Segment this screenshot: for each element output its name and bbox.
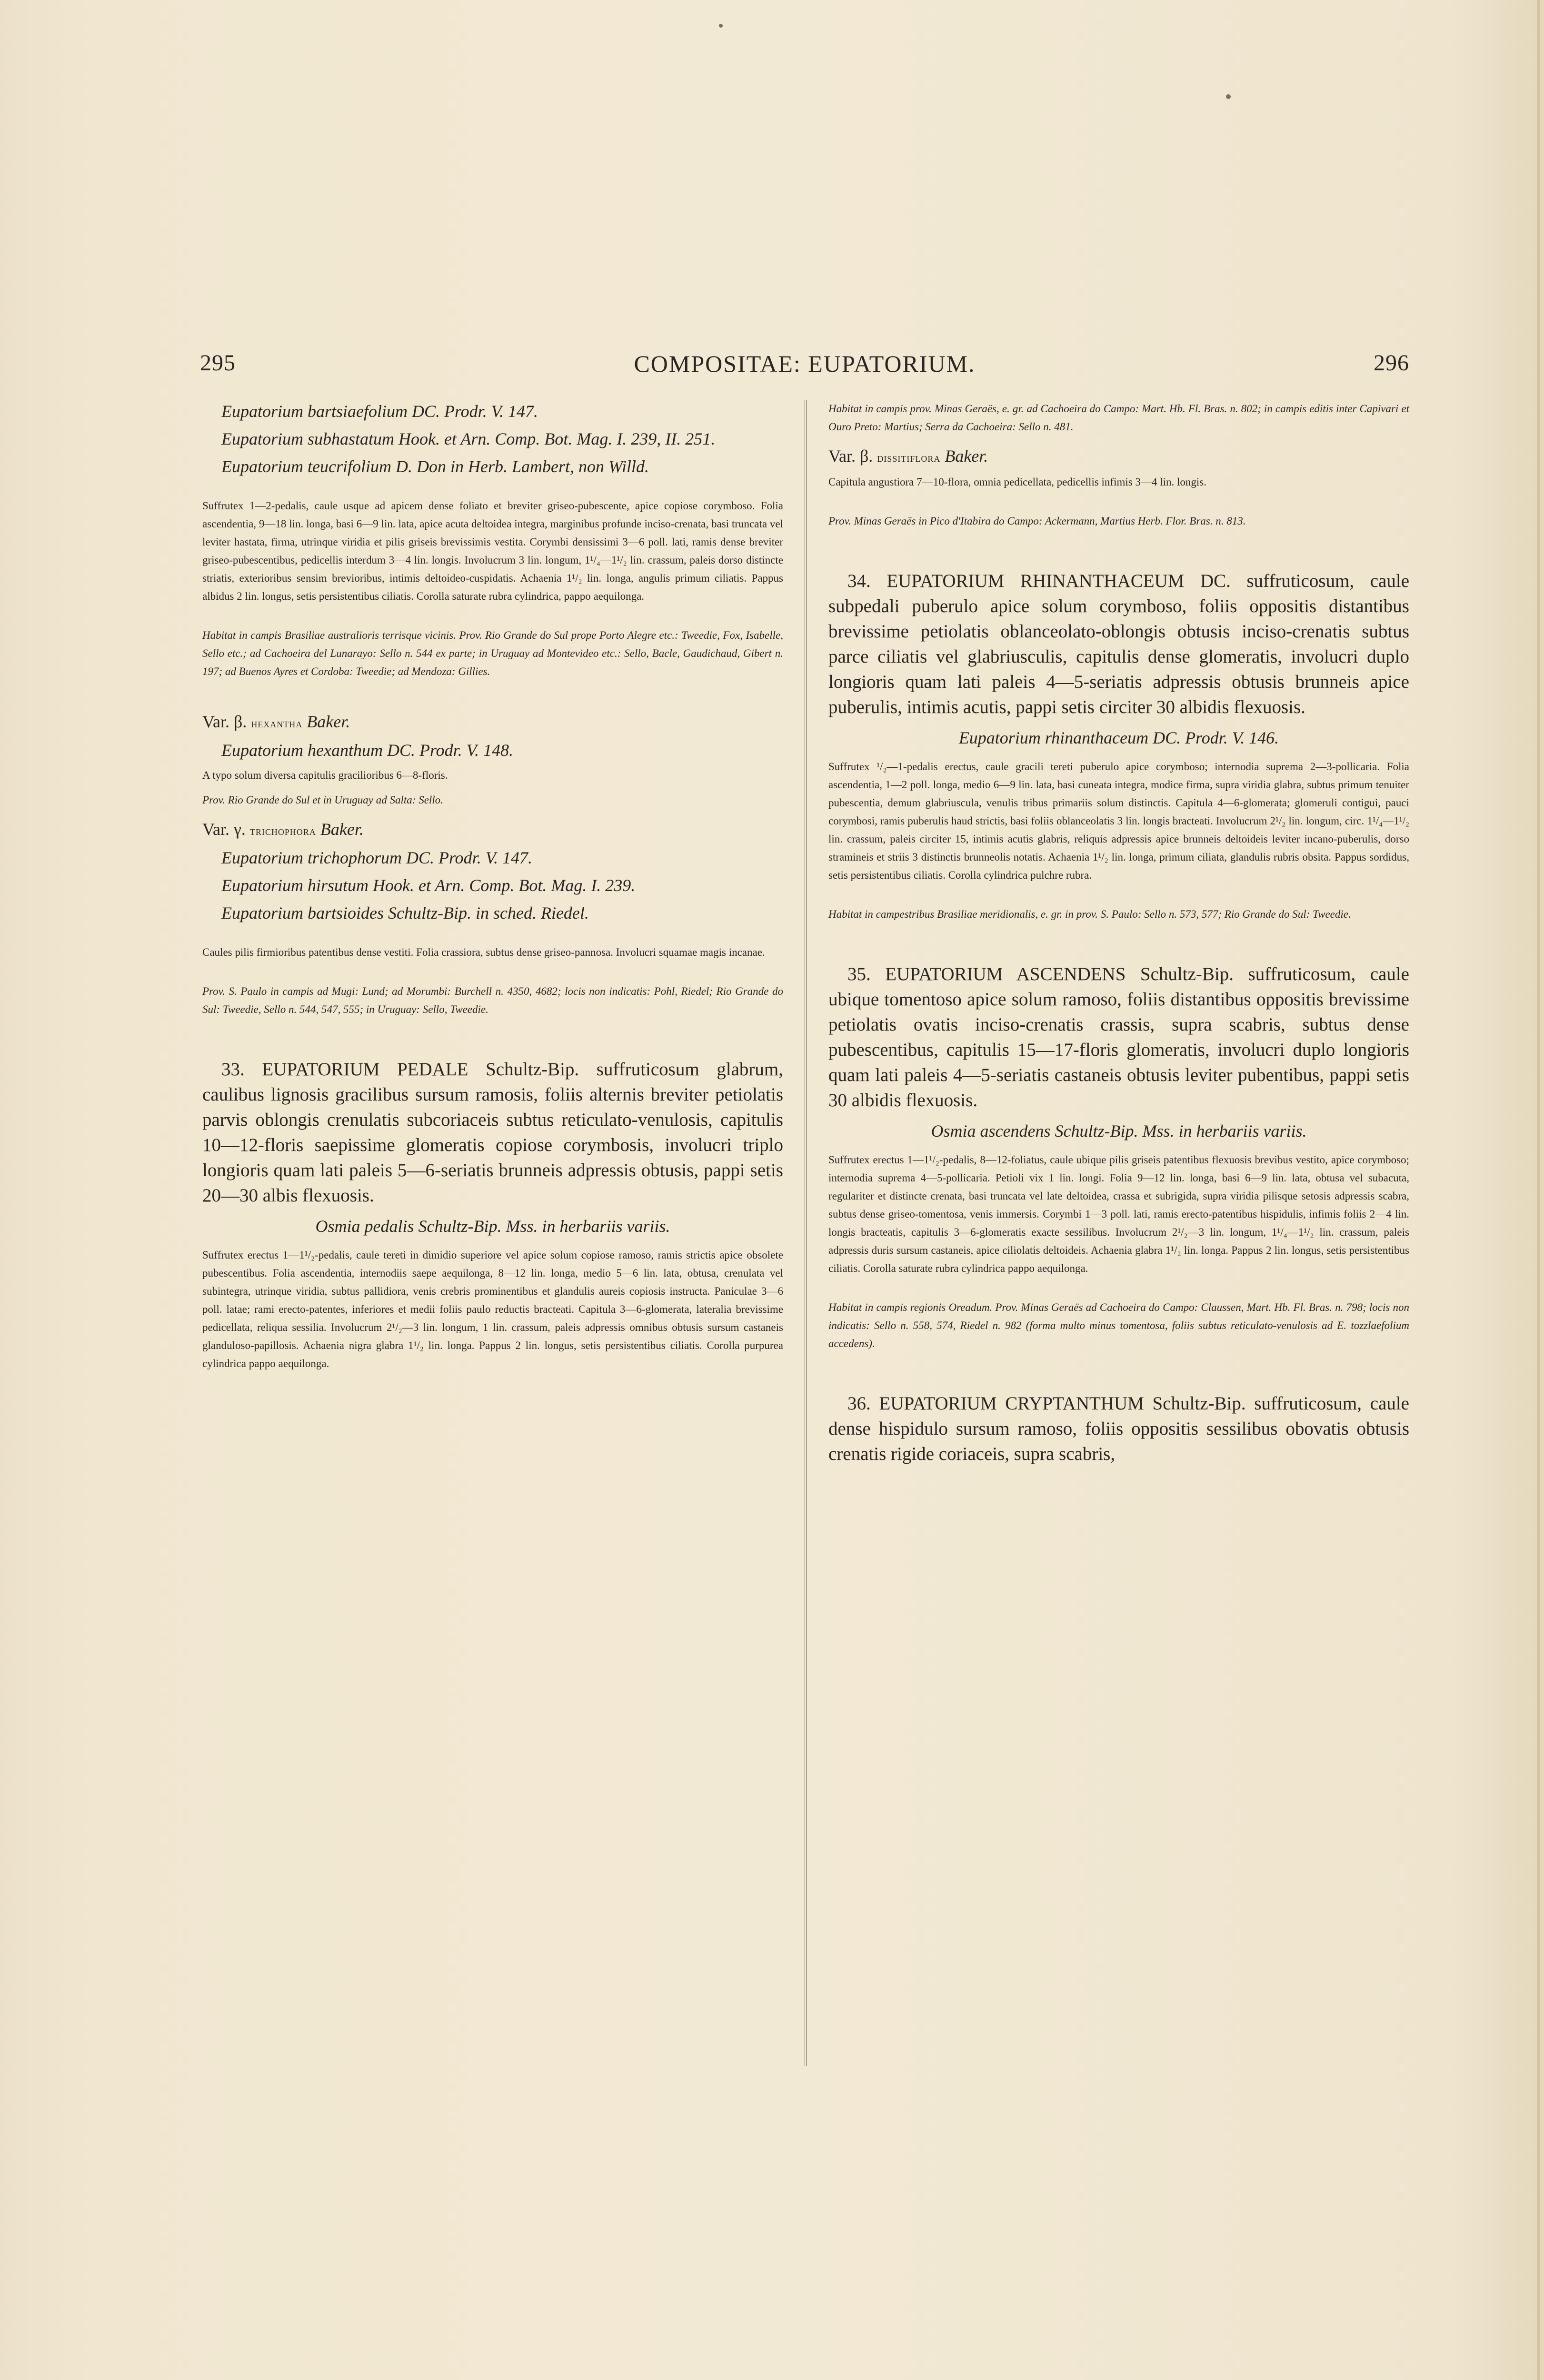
habitat: Habitat in campis regionis Oreadum. Prov. Minas Geraës ad Cachoeira do Campo: Claussen, Mart. Hb. Fl. Bras. n. 798; locis non indicatis: Sello n. 558, 574, Riedel n. 982 (forma multo minus tomentosa, foliis subtus reticulato-venulosis ad E. tozzlaefolium accedens). bbox=[828, 1301, 1409, 1349]
speck-mark bbox=[1226, 94, 1231, 99]
synonym: Eupatorium bartsiaefolium DC. Prodr. V. 147. bbox=[221, 402, 538, 421]
synonym: Eupatorium trichophorum DC. Prodr. V. 147. bbox=[221, 848, 533, 867]
habitat: Prov. S. Paulo in campis ad Mugi: Lund; ad Morumbi: Burchell n. 4350, 4682; locis non indicatis: Pohl, Riedel; Rio Grande do Sul: Tweedie, Sello n. 544, 547, 555; in Uruguay: Sello, Tweedie. bbox=[202, 985, 783, 1015]
species-entry: 36. EUPATORIUM CRYPTANTHUM Schultz-Bip. suffruticosum, caule dense hispidulo sursum ramoso, foliis oppositis sessilibus obovatis obtusis crenatis rigide coriaceis, supra scabris, bbox=[828, 1393, 1409, 1464]
running-title: COMPOSITAE: EUPATORIUM. bbox=[634, 350, 976, 377]
description: Suffrutex erectus 1—1¹/₂-pedalis, 8—12-foliatus, caule ubique pilis griseis patentibus flexuosis brevibus vestito, apice corymboso; internodia suprema 4—5-pollicaria. Petioli vix 1 lin. longi. Folia 9—12 lin. longa, basi 6—9 lin. lata, obtusa vel subacuta, regulariter et distincte crenata, basi truncata vel late deltoidea, crassa et subrigida, supra viridia pilisque setosis adpressis scabra, subtus dense griseo-tomentosa, venis immersis. Corymbi 1—3 poll. lati, ramis erecto-patentibus hispidulis, infimis foliis 2—4 lin. longis bracteatis, capitulis 3—6-glomeratis exacte sessilibus. Involucrum 2¹/₂—3 lin. longum, 1¹/₄—1¹/₂ lin. crassum, paleis adpressis duris sursum castaneis, apice ciliolatis deltoideis. Achaenia glabra 1¹/₂ lin. longa. Pappus 2 lin. longus, setis persistentibus ciliatis. Corolla saturate rubra cylindrica pappo aequilonga. bbox=[828, 1154, 1409, 1274]
page-edge bbox=[1537, 0, 1540, 2380]
left-column bbox=[202, 400, 783, 1379]
synonym: Eupatorium rhinanthaceum DC. Prodr. V. 146. bbox=[958, 728, 1279, 747]
description: Capitula angustiora 7—10-flora, omnia pedicellata, pedicellis infimis 3—4 lin. longis. bbox=[828, 476, 1206, 488]
page-number-right: 296 bbox=[1374, 350, 1409, 376]
synonym: Eupatorium teucrifolium D. Don in Herb. Lambert, non Willd. bbox=[221, 457, 649, 476]
variety-heading: Var. β. hexantha Baker. bbox=[202, 712, 350, 731]
column-divider bbox=[805, 400, 807, 2066]
description: Suffrutex 1—2-pedalis, caule usque ad apicem dense foliato et breviter griseo-pubescente, apice copiose corymboso. Folia ascendentia, 9—18 lin. longa, basi 6—9 lin. lata, apice acuta deltoidea integra, marginibus profunde inciso-crenata, basi truncata vel leviter hastata, firma, utrinque viridia et pilis griseis brevissimis vestita. Corymbi densissimi 3—6 poll. lati, ramis dense breviter griseo-pubescentibus, pedicellis interdum 3—4 lin. longis. Involucrum 3 lin. longum, 1¹/₄—1¹/₂ lin. crassum, paleis dorso distincte striatis, exterioribus sensim brevioribus, intimis deltoideo-cuspidatis. Achaenia 1¹/₂ lin. longa, angulis primum ciliatis. Pappus albidus 2 lin. longus, setis persistentibus ciliatis. Corolla saturate rubra cylindrica, pappo aequilonga. bbox=[202, 500, 783, 602]
species-entry: 34. EUPATORIUM RHINANTHACEUM DC. suffruticosum, caule subpedali puberulo apice solum corymboso, foliis oppositis distantibus brevissime petiolatis oblanceolato-oblongis obtusis inciso-crenatis subtus parce ciliatis vel glabriusculis, capitulis dense glomeratis, involucri duplo longioris quam lati paleis 4—5-seriatis adpressis obtusis brunneis apice puberulis, intimis acutis, pappi setis circiter 30 albidis flexuosis. bbox=[828, 571, 1409, 717]
description: Suffrutex erectus 1—1¹/₂-pedalis, caule tereti in dimidio superiore vel apice solum copiose ramoso, ramis strictis apice obsolete pubescentibus. Folia ascendentia, internodiis saepe aequilonga, 8—12 lin. longa, medio 5—6 lin. lata, obtusa, crenulata vel subintegra, utrinque viridia, subtus pallidiora, venis crebris prominentibus et glandulis aureis copiosis instructa. Paniculae 3—6 poll. latae; rami erecto-patentes, inferiores et medii foliis paulo reductis bracteati. Capitula 3—6-glomerata, lateralia brevissime pedicellata, reliqua sessilia. Involucrum 2¹/₂—3 lin. longum, 1 lin. crassum, paleis adpressis omnibus obtusis sursum castaneis glanduloso-papillosis. Achaenia nigra glabra 1¹/₂ lin. longa. Pappus 2 lin. longus, setis persistentibus ciliatis. Corolla purpurea cylindrica pappo aequilonga. bbox=[202, 1249, 783, 1369]
synonym: Osmia ascendens Schultz-Bip. Mss. in herbariis variis. bbox=[931, 1121, 1307, 1140]
speck-mark bbox=[719, 24, 723, 28]
right-column bbox=[828, 400, 1409, 1471]
description: Caules pilis firmioribus patentibus dense vestiti. Folia crassiora, subtus dense griseo-pannosa. Involucri squamae magis incanae. bbox=[202, 946, 765, 958]
habitat: Habitat in campis Brasiliae australioris terrisque vicinis. Prov. Rio Grande do Sul prope Porto Alegre etc.: Tweedie, Fox, Isabelle, Sello etc.; ad Cachoeira del Lunarayo: Sello n. 544 ex parte; in Uruguay ad Montevideo etc.: Sello, Bacle, Gaudichaud, Gibert n. 197; ad Buenos Ayres et Cordoba: Tweedie; ad Mendoza: Gillies. bbox=[202, 629, 783, 677]
synonym: Eupatorium subhastatum Hook. et Arn. Comp. Bot. Mag. I. 239, II. 251. bbox=[221, 429, 716, 448]
running-header bbox=[200, 350, 1409, 383]
variety-heading: Var. β. dissitiflora Baker. bbox=[828, 446, 988, 466]
species-entry: 33. EUPATORIUM PEDALE Schultz-Bip. suffruticosum glabrum, caulibus lignosis gracilibus sursum ramosis, foliis alternis breviter petiolatis parvis oblongis crenulatis subcoriaceis subtus reticulato-venulosis, capitulis 10—12-floris saepissime glomeratis copiose corymbosis, involucri triplo longioris quam lati paleis 5—6-seriatis brunneis adpressis obtusis, pappi setis 20—30 albis flexuosis. bbox=[202, 1059, 783, 1206]
species-entry: 35. EUPATORIUM ASCENDENS Schultz-Bip. suffruticosum, caule ubique tomentoso apice solum ramoso, foliis distantibus oppositis brevissime petiolatis ovatis inciso-crenatis crassis, supra scabris, subtus dense pubescentibus, capitulis 15—17-floris glomeratis, involucri duplo longioris quam lati paleis 4—5-seriatis castaneis obtusis leviter pubentibus, pappi setis 30 albidis flexuosis. bbox=[828, 964, 1409, 1111]
habitat: Habitat in campis prov. Minas Geraës, e. gr. ad Cachoeira do Campo: Mart. Hb. Fl. Bras. n. 802; in campis editis inter Capivari et Ouro Preto: Martius; Serra da Cachoeira: Sello n. 481. bbox=[828, 403, 1409, 433]
description: Suffrutex ¹/₂—1-pedalis erectus, caule gracili tereti puberulo apice corymboso; internodia suprema 2—3-pollicaria. Folia ascendentia, 1—2 poll. longa, medio 6—9 lin. lata, basi cuneata integra, modice firma, supra viridia glabra, subtus primum tenuiter pubescentia, demum glabriuscula, venulis tribus primariis solum distinctis. Capitula 4—6-glomerata; glomeruli contigui, pauci corymbosi, ramis puberulis haud strictis, basi foliis oblanceolatis 3 lin. longis bracteati. Involucrum 2¹/₂ lin. longum, circ. 1¹/₄—1¹/₂ lin. crassum, paleis circiter 15, intimis acutis glabris, reliquis adpressis apice brunneis deltoideis leviter incano-puberulis, dorso stramineis et striis 3 distinctis brunneolis notatis. Achaenia 1¹/₂ lin. longa, primum ciliata, glandulis rubris obsita. Pappus sordidus, setis persistentibus ciliatis. Corolla cylindrica pulchre rubra. bbox=[828, 761, 1409, 881]
habitat: Prov. Rio Grande do Sul et in Uruguay ad Salta: Sello. bbox=[202, 794, 443, 806]
description: A typo solum diversa capitulis gracilioribus 6—8-floris. bbox=[202, 769, 448, 781]
synonym: Eupatorium hirsutum Hook. et Arn. Comp. Bot. Mag. I. 239. bbox=[221, 876, 636, 895]
page-number-left: 295 bbox=[200, 350, 236, 376]
habitat: Habitat in campestribus Brasiliae meridionalis, e. gr. in prov. S. Paulo: Sello n. 573, 577; Rio Grande do Sul: Tweedie. bbox=[828, 908, 1351, 920]
habitat: Prov. Minas Geraës in Pico d'Itabira do Campo: Ackermann, Martius Herb. Flor. Bras. n. 813. bbox=[828, 515, 1246, 527]
synonym: Osmia pedalis Schultz-Bip. Mss. in herbariis variis. bbox=[315, 1217, 670, 1236]
variety-heading: Var. γ. trichophora Baker. bbox=[202, 820, 364, 839]
synonym: Eupatorium bartsioides Schultz-Bip. in sched. Riedel. bbox=[221, 903, 589, 922]
synonym: Eupatorium hexanthum DC. Prodr. V. 148. bbox=[221, 741, 514, 760]
